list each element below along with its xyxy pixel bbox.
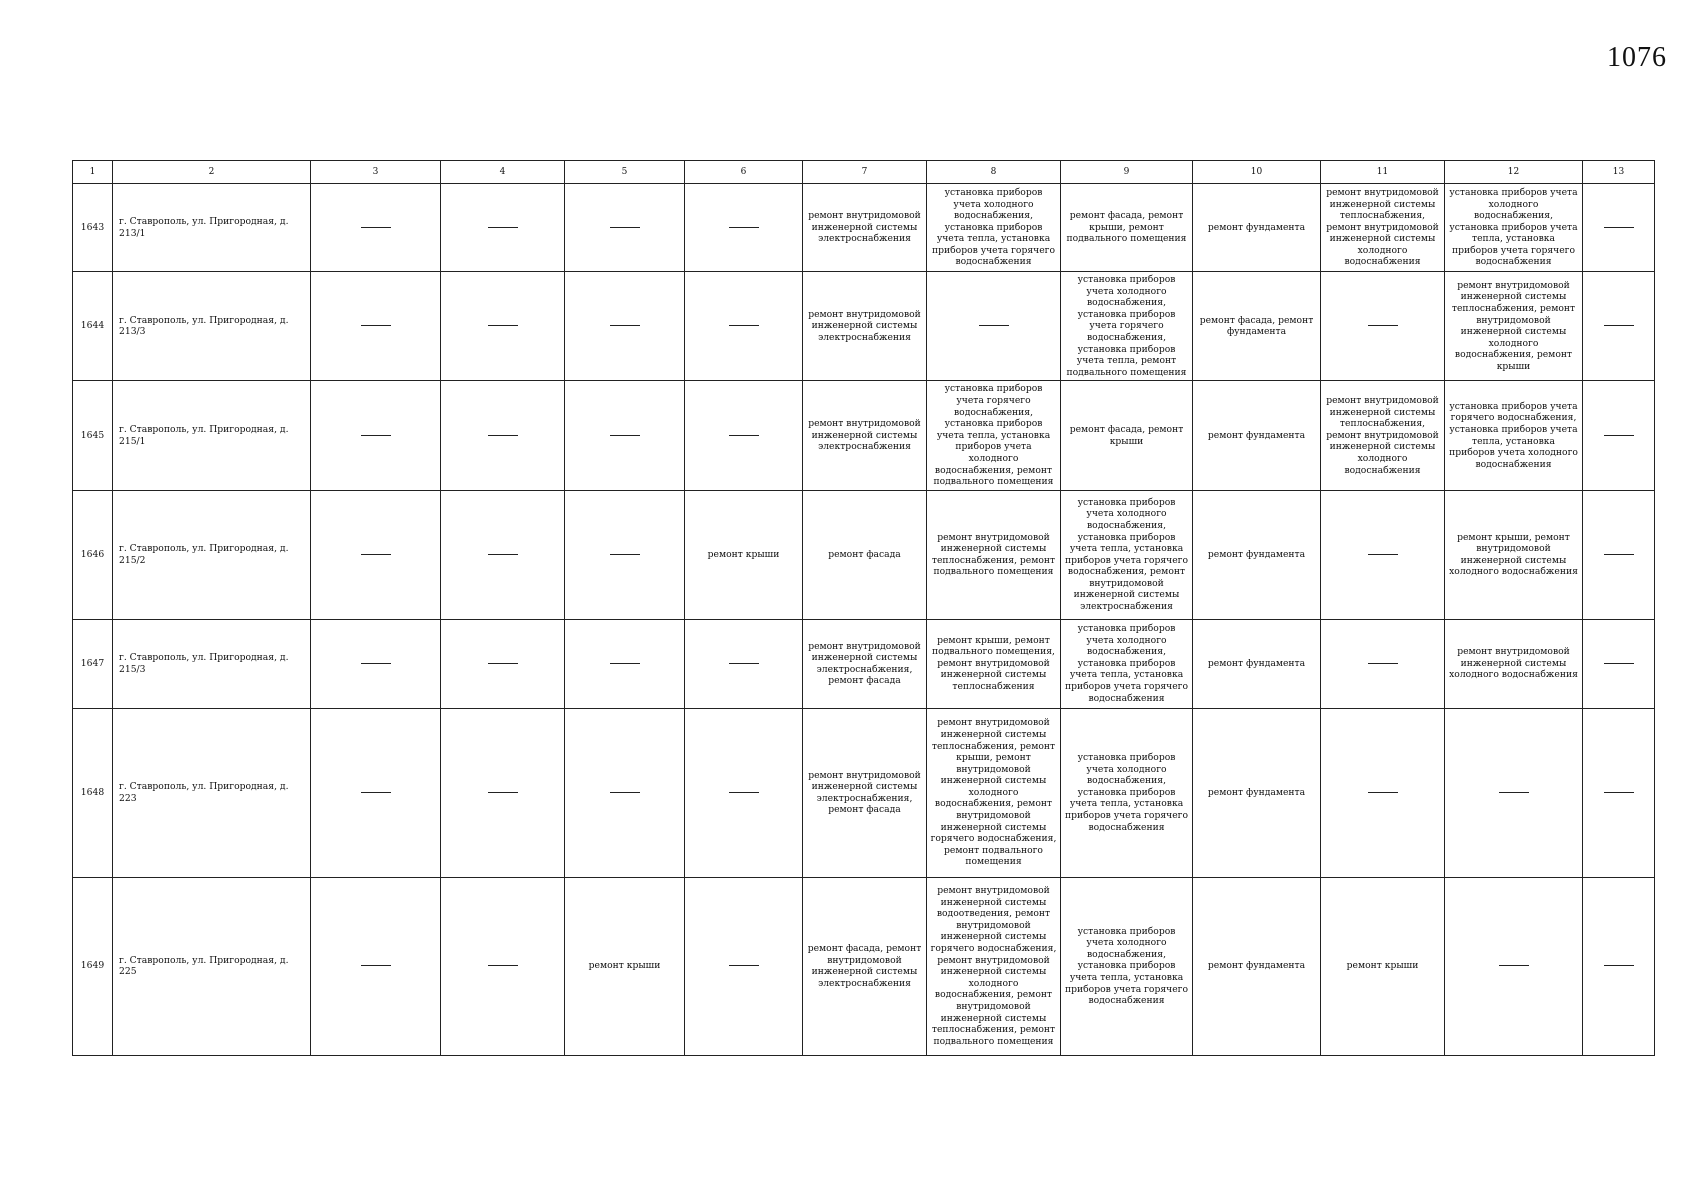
address-cell: г. Ставрополь, ул. Пригородная, д. 225 bbox=[113, 877, 311, 1055]
cell-col-6 bbox=[685, 877, 803, 1055]
cell-col-10: ремонт фундамента bbox=[1193, 381, 1321, 490]
cell-col-6 bbox=[685, 184, 803, 272]
column-number-header: 3 bbox=[311, 161, 441, 184]
cell-col-12: установка приборов учета горячего водоснабжения, установка приборов учета тепла, установка приборов учета холодного водоснабжения bbox=[1445, 381, 1583, 490]
row-number: 1644 bbox=[73, 272, 113, 381]
cell-col-13 bbox=[1583, 490, 1655, 619]
table-row bbox=[73, 619, 1655, 708]
cell-col-11 bbox=[1321, 708, 1445, 877]
table-row bbox=[73, 184, 1655, 272]
empty-dash bbox=[1604, 435, 1634, 436]
cell-col-13 bbox=[1583, 381, 1655, 490]
cell-col-6: ремонт крыши bbox=[685, 490, 803, 619]
cell-col-10: ремонт фундамента bbox=[1193, 877, 1321, 1055]
column-number-header: 8 bbox=[927, 161, 1061, 184]
cell-col-8 bbox=[927, 272, 1061, 381]
cell-col-12: ремонт внутридомовой инженерной системы холодного водоснабжения bbox=[1445, 619, 1583, 708]
empty-dash bbox=[488, 663, 518, 664]
cell-col-9: ремонт фасада, ремонт крыши bbox=[1061, 381, 1193, 490]
empty-dash bbox=[610, 325, 640, 326]
empty-dash bbox=[1604, 663, 1634, 664]
cell-col-7: ремонт внутридомовой инженерной системы электроснабжения, ремонт фасада bbox=[803, 708, 927, 877]
empty-dash bbox=[1368, 554, 1398, 555]
cell-col-11 bbox=[1321, 490, 1445, 619]
address-cell: г. Ставрополь, ул. Пригородная, д. 215/3 bbox=[113, 619, 311, 708]
cell-col-13 bbox=[1583, 184, 1655, 272]
empty-dash bbox=[361, 965, 391, 966]
empty-dash bbox=[488, 227, 518, 228]
cell-col-9: установка приборов учета холодного водоснабжения, установка приборов учета тепла, установка приборов учета горячего водоснабжения bbox=[1061, 708, 1193, 877]
address-cell: г. Ставрополь, ул. Пригородная, д. 223 bbox=[113, 708, 311, 877]
column-number-header: 12 bbox=[1445, 161, 1583, 184]
cell-col-4 bbox=[441, 490, 565, 619]
empty-dash bbox=[610, 663, 640, 664]
column-number-header: 4 bbox=[441, 161, 565, 184]
column-number-header: 11 bbox=[1321, 161, 1445, 184]
empty-dash bbox=[1604, 965, 1634, 966]
cell-col-5 bbox=[565, 619, 685, 708]
cell-col-5 bbox=[565, 272, 685, 381]
empty-dash bbox=[361, 663, 391, 664]
column-number-header: 1 bbox=[73, 161, 113, 184]
cell-col-6 bbox=[685, 708, 803, 877]
cell-col-12 bbox=[1445, 708, 1583, 877]
empty-dash bbox=[361, 227, 391, 228]
empty-dash bbox=[1604, 325, 1634, 326]
cell-col-12: ремонт внутридомовой инженерной системы теплоснабжения, ремонт внутридомовой инженерной системы холодного водоснабжения, ремонт крыши bbox=[1445, 272, 1583, 381]
empty-dash bbox=[1368, 663, 1398, 664]
cell-col-12 bbox=[1445, 877, 1583, 1055]
table-row bbox=[73, 490, 1655, 619]
cell-col-9: установка приборов учета холодного водоснабжения, установка приборов учета тепла, установка приборов учета горячего водоснабжения bbox=[1061, 877, 1193, 1055]
empty-dash bbox=[1499, 792, 1529, 793]
empty-dash bbox=[361, 325, 391, 326]
cell-col-13 bbox=[1583, 877, 1655, 1055]
cell-col-4 bbox=[441, 272, 565, 381]
cell-col-3 bbox=[311, 272, 441, 381]
address-cell: г. Ставрополь, ул. Пригородная, д. 215/1 bbox=[113, 381, 311, 490]
column-number-header: 2 bbox=[113, 161, 311, 184]
cell-col-9: установка приборов учета холодного водоснабжения, установка приборов учета горячего водоснабжения, установка приборов учета тепла, ремонт подвального помещения bbox=[1061, 272, 1193, 381]
cell-col-4 bbox=[441, 184, 565, 272]
table-row bbox=[73, 877, 1655, 1055]
empty-dash bbox=[729, 663, 759, 664]
cell-col-9: ремонт фасада, ремонт крыши, ремонт подвального помещения bbox=[1061, 184, 1193, 272]
cell-col-6 bbox=[685, 381, 803, 490]
cell-col-7: ремонт фасада, ремонт внутридомовой инженерной системы электроснабжения bbox=[803, 877, 927, 1055]
table-row bbox=[73, 272, 1655, 381]
empty-dash bbox=[729, 227, 759, 228]
cell-col-3 bbox=[311, 490, 441, 619]
column-number-header: 6 bbox=[685, 161, 803, 184]
cell-col-7: ремонт внутридомовой инженерной системы электроснабжения, ремонт фасада bbox=[803, 619, 927, 708]
row-number: 1643 bbox=[73, 184, 113, 272]
cell-col-8: ремонт внутридомовой инженерной системы теплоснабжения, ремонт подвального помещения bbox=[927, 490, 1061, 619]
cell-col-9: установка приборов учета холодного водоснабжения, установка приборов учета тепла, установка приборов учета горячего водоснабжения, ремонт внутридомовой инженерной системы электроснабжения bbox=[1061, 490, 1193, 619]
cell-col-8: ремонт внутридомовой инженерной системы теплоснабжения, ремонт крыши, ремонт внутридомовой инженерной системы холодного водоснабжения, ремонт внутридомовой инженерной системы горячего водоснабжения, ремонт подвального помещения bbox=[927, 708, 1061, 877]
empty-dash bbox=[1604, 554, 1634, 555]
empty-dash bbox=[610, 554, 640, 555]
cell-col-13 bbox=[1583, 272, 1655, 381]
cell-col-12: установка приборов учета холодного водоснабжения, установка приборов учета тепла, установка приборов учета горячего водоснабжения bbox=[1445, 184, 1583, 272]
address-cell: г. Ставрополь, ул. Пригородная, д. 215/2 bbox=[113, 490, 311, 619]
cell-col-11: ремонт внутридомовой инженерной системы теплоснабжения, ремонт внутридомовой инженерной системы холодного водоснабжения bbox=[1321, 381, 1445, 490]
cell-col-8: ремонт внутридомовой инженерной системы водоотведения, ремонт внутридомовой инженерной системы горячего водоснабжения, ремонт внутридомовой инженерной системы холодного водоснабжения, ремонт внутридомовой инженерной системы теплоснабжения, ремонт подвального помещения bbox=[927, 877, 1061, 1055]
cell-col-10: ремонт фундамента bbox=[1193, 184, 1321, 272]
empty-dash bbox=[729, 792, 759, 793]
cell-col-5: ремонт крыши bbox=[565, 877, 685, 1055]
empty-dash bbox=[1368, 325, 1398, 326]
table-row bbox=[73, 708, 1655, 877]
empty-dash bbox=[1368, 792, 1398, 793]
cell-col-5 bbox=[565, 490, 685, 619]
cell-col-10: ремонт фундамента bbox=[1193, 490, 1321, 619]
empty-dash bbox=[979, 325, 1009, 326]
cell-col-3 bbox=[311, 381, 441, 490]
empty-dash bbox=[1604, 227, 1634, 228]
cell-col-11: ремонт крыши bbox=[1321, 877, 1445, 1055]
row-number: 1646 bbox=[73, 490, 113, 619]
cell-col-13 bbox=[1583, 619, 1655, 708]
column-number-header: 10 bbox=[1193, 161, 1321, 184]
cell-col-11: ремонт внутридомовой инженерной системы теплоснабжения, ремонт внутридомовой инженерной системы холодного водоснабжения bbox=[1321, 184, 1445, 272]
empty-dash bbox=[361, 435, 391, 436]
page-number: 1076 bbox=[1607, 42, 1667, 73]
cell-col-10: ремонт фундамента bbox=[1193, 619, 1321, 708]
column-number-header: 5 bbox=[565, 161, 685, 184]
cell-col-4 bbox=[441, 877, 565, 1055]
cell-col-9: установка приборов учета холодного водоснабжения, установка приборов учета тепла, установка приборов учета горячего водоснабжения bbox=[1061, 619, 1193, 708]
row-number: 1647 bbox=[73, 619, 113, 708]
repair-schedule-table bbox=[72, 160, 1655, 1056]
empty-dash bbox=[729, 325, 759, 326]
empty-dash bbox=[361, 792, 391, 793]
cell-col-7: ремонт внутридомовой инженерной системы электроснабжения bbox=[803, 381, 927, 490]
cell-col-11 bbox=[1321, 272, 1445, 381]
cell-col-5 bbox=[565, 381, 685, 490]
cell-col-5 bbox=[565, 708, 685, 877]
header-row bbox=[73, 161, 1655, 184]
empty-dash bbox=[488, 792, 518, 793]
column-number-header: 7 bbox=[803, 161, 927, 184]
empty-dash bbox=[488, 325, 518, 326]
row-number: 1648 bbox=[73, 708, 113, 877]
cell-col-4 bbox=[441, 619, 565, 708]
cell-col-13 bbox=[1583, 708, 1655, 877]
cell-col-7: ремонт внутридомовой инженерной системы электроснабжения bbox=[803, 272, 927, 381]
empty-dash bbox=[1604, 792, 1634, 793]
row-number: 1645 bbox=[73, 381, 113, 490]
column-number-header: 9 bbox=[1061, 161, 1193, 184]
cell-col-12: ремонт крыши, ремонт внутридомовой инженерной системы холодного водоснабжения bbox=[1445, 490, 1583, 619]
cell-col-8: установка приборов учета холодного водоснабжения, установка приборов учета тепла, установка приборов учета горячего водоснабжения bbox=[927, 184, 1061, 272]
cell-col-6 bbox=[685, 272, 803, 381]
cell-col-11 bbox=[1321, 619, 1445, 708]
cell-col-3 bbox=[311, 708, 441, 877]
cell-col-6 bbox=[685, 619, 803, 708]
cell-col-10: ремонт фасада, ремонт фундамента bbox=[1193, 272, 1321, 381]
cell-col-5 bbox=[565, 184, 685, 272]
cell-col-7: ремонт фасада bbox=[803, 490, 927, 619]
empty-dash bbox=[488, 965, 518, 966]
cell-col-4 bbox=[441, 708, 565, 877]
cell-col-4 bbox=[441, 381, 565, 490]
cell-col-10: ремонт фундамента bbox=[1193, 708, 1321, 877]
cell-col-3 bbox=[311, 184, 441, 272]
empty-dash bbox=[610, 435, 640, 436]
empty-dash bbox=[729, 965, 759, 966]
empty-dash bbox=[361, 554, 391, 555]
empty-dash bbox=[610, 792, 640, 793]
column-number-header: 13 bbox=[1583, 161, 1655, 184]
table-row bbox=[73, 381, 1655, 490]
empty-dash bbox=[488, 435, 518, 436]
address-cell: г. Ставрополь, ул. Пригородная, д. 213/1 bbox=[113, 184, 311, 272]
empty-dash bbox=[488, 554, 518, 555]
empty-dash bbox=[610, 227, 640, 228]
cell-col-8: установка приборов учета горячего водоснабжения, установка приборов учета тепла, установка приборов учета холодного водоснабжения, ремонт подвального помещения bbox=[927, 381, 1061, 490]
address-cell: г. Ставрополь, ул. Пригородная, д. 213/3 bbox=[113, 272, 311, 381]
cell-col-7: ремонт внутридомовой инженерной системы электроснабжения bbox=[803, 184, 927, 272]
empty-dash bbox=[1499, 965, 1529, 966]
cell-col-8: ремонт крыши, ремонт подвального помещения, ремонт внутридомовой инженерной системы теплоснабжения bbox=[927, 619, 1061, 708]
cell-col-3 bbox=[311, 619, 441, 708]
row-number: 1649 bbox=[73, 877, 113, 1055]
empty-dash bbox=[729, 435, 759, 436]
cell-col-3 bbox=[311, 877, 441, 1055]
